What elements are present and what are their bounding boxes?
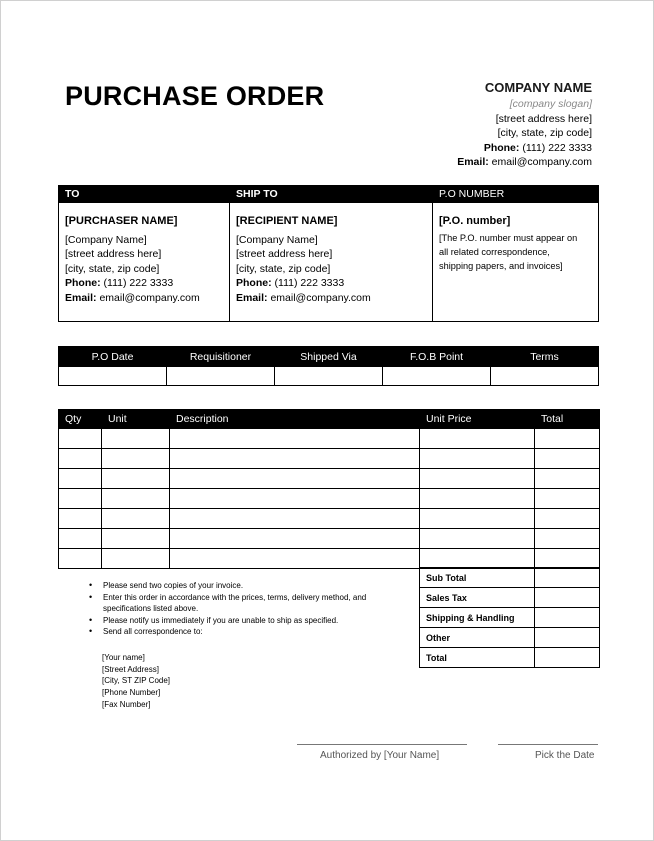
description-cell[interactable] <box>170 549 420 569</box>
ship-to-header: SHIP TO <box>230 186 433 203</box>
purchaser-city: [city, state, zip code] <box>65 262 160 275</box>
table-row <box>59 449 600 469</box>
unit-price-cell[interactable] <box>420 469 535 489</box>
page-title: PURCHASE ORDER <box>65 81 325 111</box>
company-name: COMPANY NAME <box>484 80 592 95</box>
company-info <box>457 79 592 170</box>
unit-cell[interactable] <box>102 489 170 509</box>
table-row <box>59 469 600 489</box>
order-info-row <box>59 367 599 386</box>
description-cell[interactable] <box>170 449 420 469</box>
description-cell[interactable] <box>170 469 420 489</box>
recipient-email-label: Email: <box>236 291 268 304</box>
purchaser-email-label: Email: <box>65 291 97 304</box>
total-cell[interactable] <box>535 469 600 489</box>
purchaser-company: [Company Name] <box>65 233 147 246</box>
contact-line: [Phone Number] <box>102 688 161 698</box>
qty-cell[interactable] <box>59 509 102 529</box>
totals-row <box>420 588 600 608</box>
authorized-signature-line[interactable] <box>297 744 467 745</box>
description-cell[interactable] <box>170 489 420 509</box>
description-cell[interactable] <box>170 429 420 449</box>
po-date-cell[interactable] <box>59 367 167 386</box>
totals-row <box>420 648 600 668</box>
company-phone-value: (111) 222 3333 <box>522 141 592 154</box>
correspondence-address <box>102 652 170 711</box>
unit-price-cell[interactable] <box>420 429 535 449</box>
purchaser-email <box>65 291 230 306</box>
po-note-line: all related correspondence, <box>439 246 550 257</box>
po-number-value: [P.O. number] <box>439 215 511 227</box>
shipping-handling-label: Shipping & Handling <box>420 608 535 628</box>
recipient-name: [RECIPIENT NAME] <box>236 215 338 227</box>
purchaser-street: [street address here] <box>65 248 162 260</box>
table-row <box>59 429 600 449</box>
sales-tax-label: Sales Tax <box>420 588 535 608</box>
po-number-header: P.O NUMBER <box>433 186 598 203</box>
total-cell[interactable] <box>535 429 600 449</box>
po-note-line: [The P.O. number must appear on <box>439 232 578 243</box>
totals-row <box>420 628 600 648</box>
qty-cell[interactable] <box>59 529 102 549</box>
unit-price-cell[interactable] <box>420 549 535 569</box>
list-item: • Please notify us immediately if you are unable to ship as specified. <box>89 615 409 627</box>
total-cell[interactable] <box>535 489 600 509</box>
column-header-unit: Unit <box>102 410 170 429</box>
totals-row <box>420 608 600 628</box>
unit-cell[interactable] <box>102 429 170 449</box>
recipient-street: [street address here] <box>236 248 333 260</box>
unit-price-cell[interactable] <box>420 489 535 509</box>
recipient-phone-label: Phone: <box>236 277 272 289</box>
contact-line: [Street Address] <box>102 664 159 674</box>
company-street: [street address here] <box>495 112 592 125</box>
other-value-cell[interactable] <box>535 628 600 648</box>
total-value-cell[interactable] <box>535 648 600 668</box>
column-header-shipped-via: Shipped Via <box>275 347 383 367</box>
unit-price-cell[interactable] <box>420 449 535 469</box>
qty-cell[interactable] <box>59 469 102 489</box>
column-header-description: Description <box>170 410 420 429</box>
company-email-value: email@company.com <box>491 156 592 169</box>
unit-price-cell[interactable] <box>420 509 535 529</box>
company-phone-label: Phone: <box>483 141 520 154</box>
unit-cell[interactable] <box>102 469 170 489</box>
table-row <box>59 549 600 569</box>
table-row <box>59 509 600 529</box>
column-header-requisitioner: Requisitioner <box>167 347 275 367</box>
requisitioner-cell[interactable] <box>167 367 275 386</box>
qty-cell[interactable] <box>59 549 102 569</box>
contact-line: [Fax Number] <box>102 699 151 709</box>
company-phone <box>457 141 592 156</box>
column-header-total: Total <box>535 410 600 429</box>
qty-cell[interactable] <box>59 449 102 469</box>
terms-cell[interactable] <box>491 367 599 386</box>
list-item: • Please send two copies of your invoice. <box>89 580 409 592</box>
company-city: [city, state, zip code] <box>497 127 592 140</box>
recipient-email <box>236 291 433 306</box>
subtotal-label: Sub Total <box>420 568 535 588</box>
fob-point-cell[interactable] <box>383 367 491 386</box>
unit-price-cell[interactable] <box>420 529 535 549</box>
column-header-fob-point: F.O.B Point <box>383 347 491 367</box>
authorized-by-label: Authorized by [Your Name] <box>320 750 440 761</box>
company-slogan: [company slogan] <box>509 98 592 110</box>
company-email <box>457 155 592 170</box>
address-block <box>58 185 599 322</box>
unit-cell[interactable] <box>102 549 170 569</box>
shipped-via-cell[interactable] <box>275 367 383 386</box>
column-header-unit-price: Unit Price <box>420 410 535 429</box>
totals-row <box>420 568 600 588</box>
totals-table <box>419 567 600 668</box>
total-label: Total <box>420 648 535 668</box>
recipient-phone <box>236 276 433 291</box>
column-header-terms: Terms <box>491 347 599 367</box>
recipient-city: [city, state, zip code] <box>236 262 331 275</box>
po-note-line: shipping papers, and invoices] <box>439 260 563 271</box>
total-cell[interactable] <box>535 549 600 569</box>
table-row <box>59 529 600 549</box>
pick-date-label: Pick the Date <box>535 750 595 761</box>
total-cell[interactable] <box>535 449 600 469</box>
column-header-po-date: P.O Date <box>59 347 167 367</box>
qty-cell[interactable] <box>59 429 102 449</box>
recipient-phone-value: (111) 222 3333 <box>274 277 345 289</box>
purchaser-email-value: email@company.com <box>99 291 200 304</box>
to-column <box>59 203 230 321</box>
shipping-handling-value-cell[interactable] <box>535 608 600 628</box>
sales-tax-value-cell[interactable] <box>535 588 600 608</box>
total-cell[interactable] <box>535 509 600 529</box>
list-item: • Send all correspondence to: <box>89 626 409 638</box>
table-row <box>59 489 600 509</box>
subtotal-value-cell[interactable] <box>535 568 600 588</box>
description-cell[interactable] <box>170 529 420 549</box>
contact-line: [Your name] <box>102 653 145 662</box>
other-label: Other <box>420 628 535 648</box>
po-column <box>433 203 598 321</box>
line-items-header-row <box>59 410 600 429</box>
purchaser-name: [PURCHASER NAME] <box>65 215 178 227</box>
unit-cell[interactable] <box>102 449 170 469</box>
instructions-list <box>89 580 409 638</box>
list-item: • Enter this order in accordance with the prices, terms, delivery method, and specifications listed above. <box>89 592 409 615</box>
ship-to-column <box>230 203 433 321</box>
order-info-table <box>58 346 599 386</box>
purchaser-phone-label: Phone: <box>65 277 101 289</box>
contact-line: [City, ST ZIP Code] <box>102 676 171 686</box>
to-header: TO <box>59 186 230 203</box>
unit-cell[interactable] <box>102 529 170 549</box>
qty-cell[interactable] <box>59 489 102 509</box>
purchaser-phone-value: (111) 222 3333 <box>103 277 174 289</box>
line-items-table <box>58 409 600 569</box>
column-header-qty: Qty <box>59 410 102 429</box>
unit-cell[interactable] <box>102 509 170 529</box>
purchaser-phone <box>65 276 230 291</box>
date-signature-line[interactable] <box>498 744 598 745</box>
recipient-company: [Company Name] <box>236 233 318 246</box>
company-email-label: Email: <box>457 156 489 169</box>
recipient-email-value: email@company.com <box>270 291 371 304</box>
order-info-header-row <box>59 347 599 367</box>
description-cell[interactable] <box>170 509 420 529</box>
total-cell[interactable] <box>535 529 600 549</box>
